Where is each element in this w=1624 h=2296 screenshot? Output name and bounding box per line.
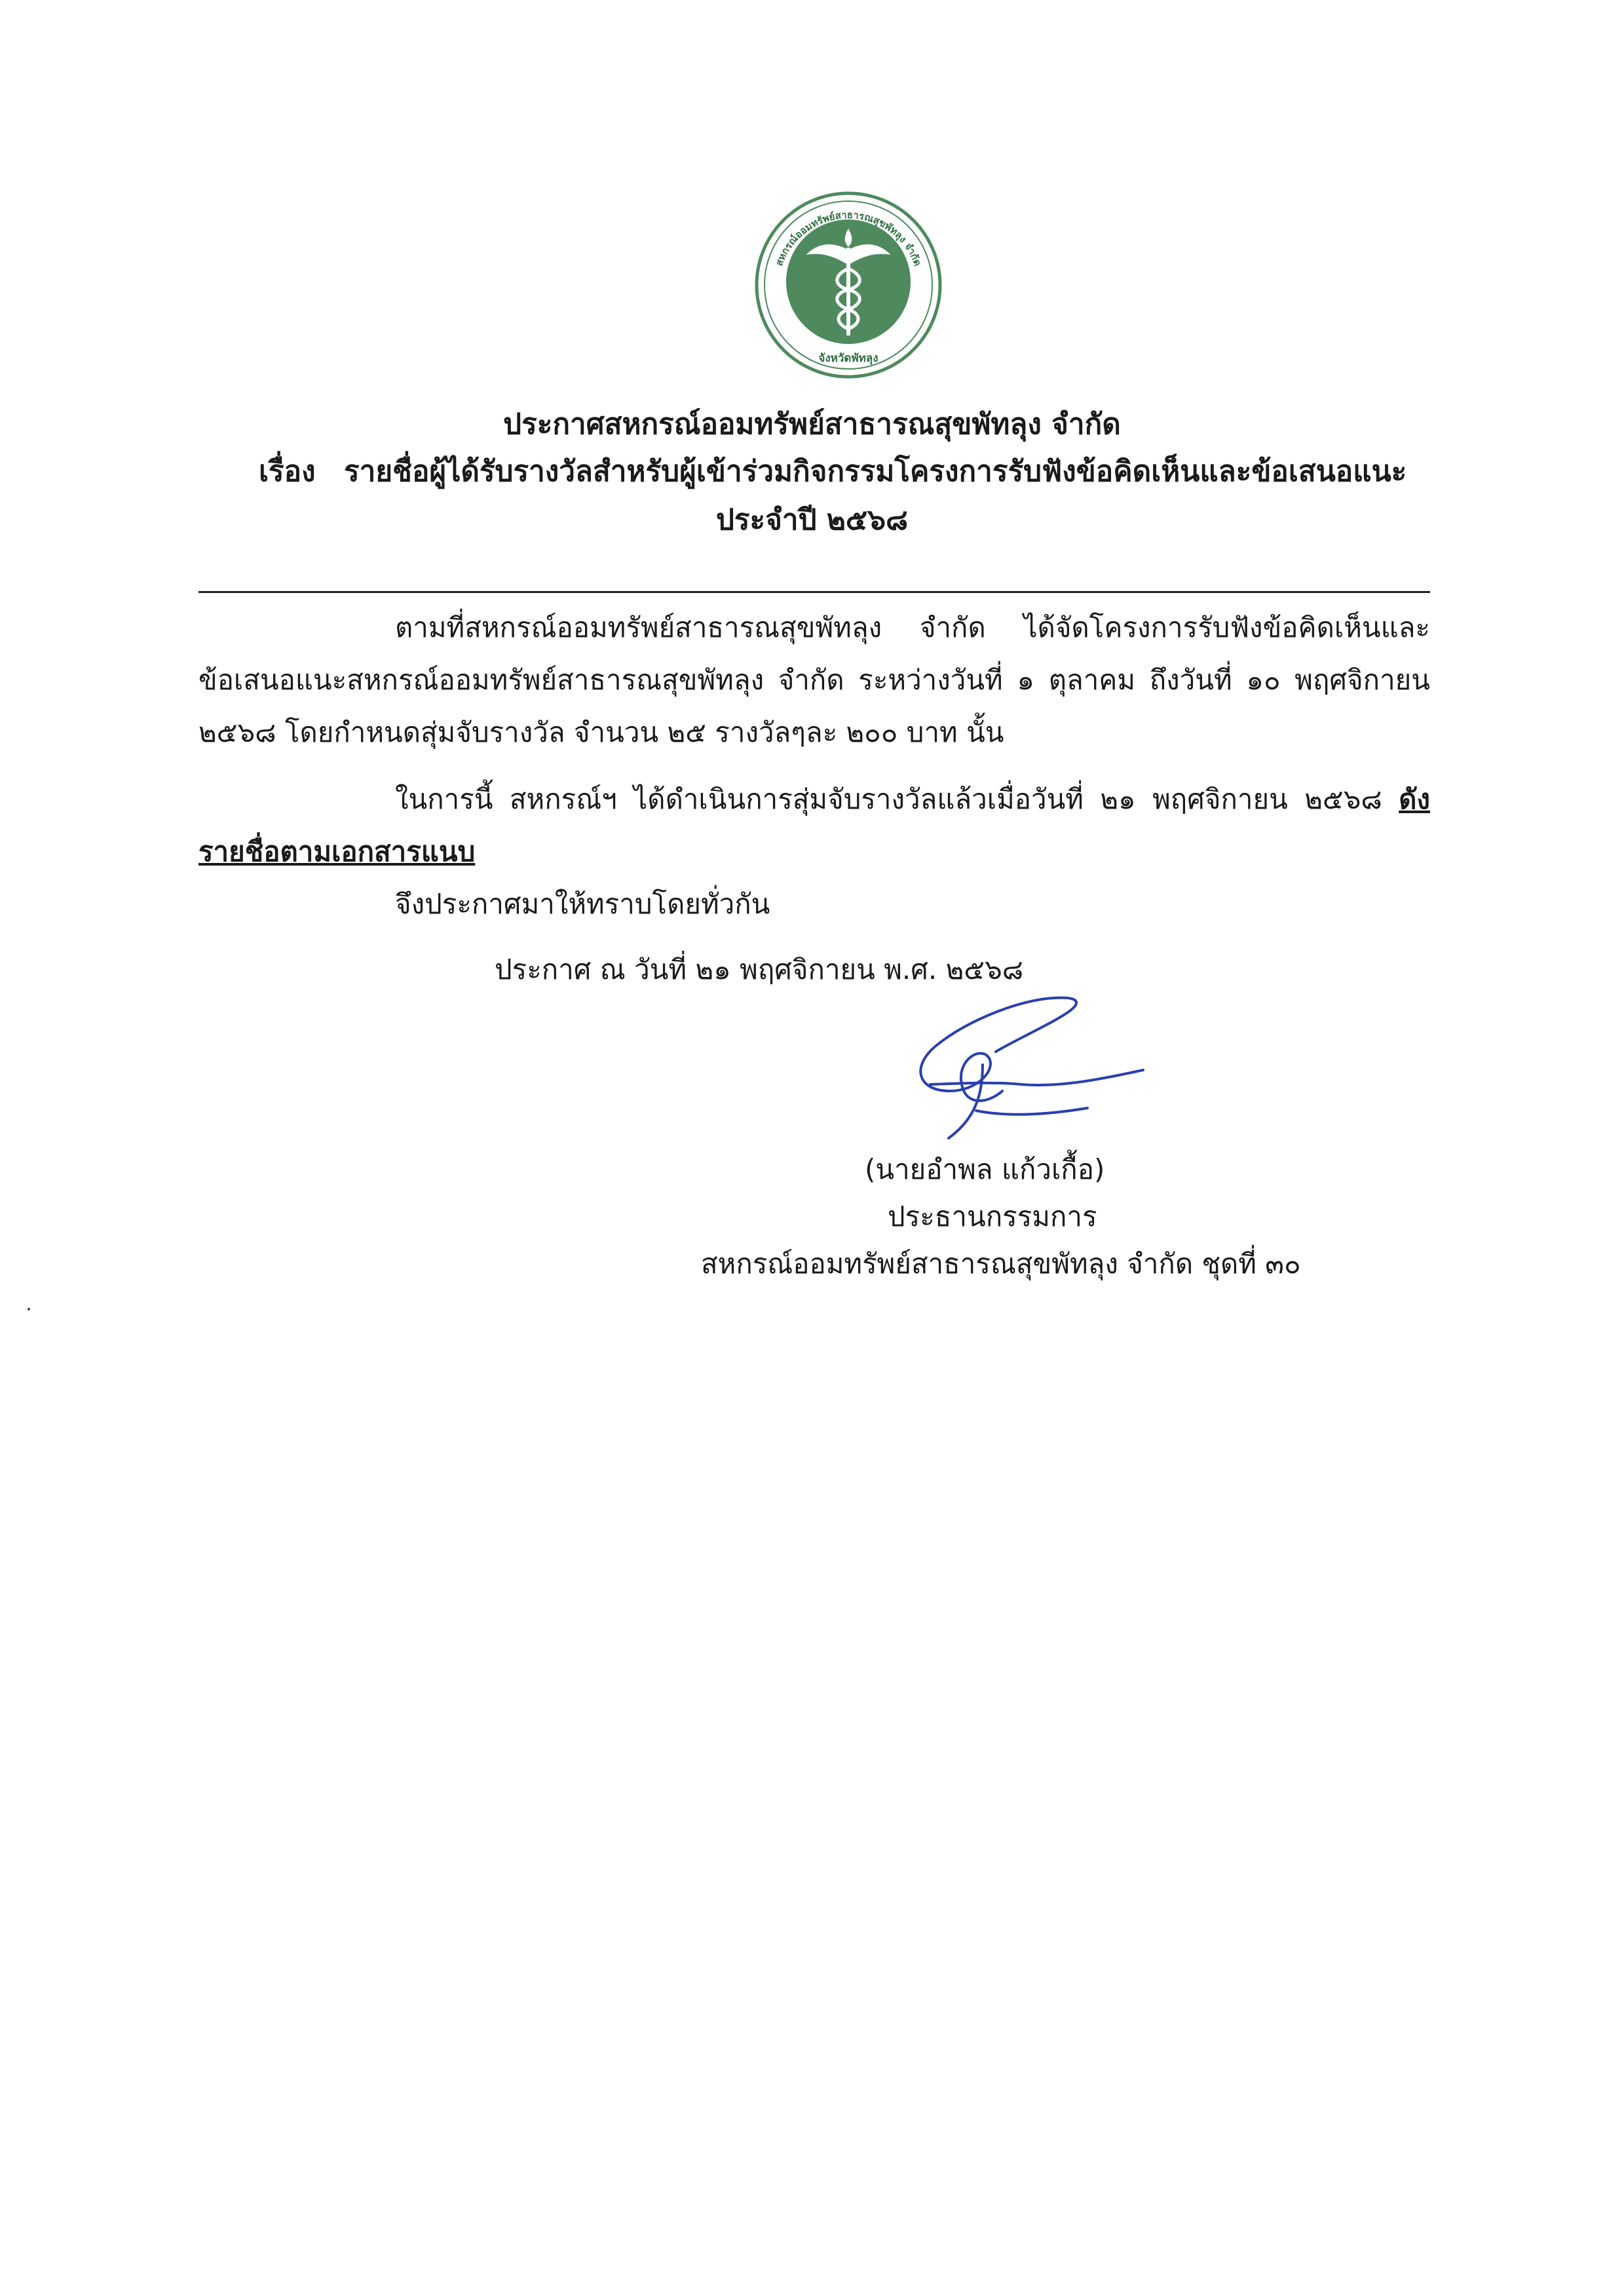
paragraph-line: ตามที่สหกรณ์ออมทรัพย์สาธารณสุขพัทลุง จำกัด ได้จัดโครงการรับฟังข้อคิดเห็นและ bbox=[395, 611, 1430, 643]
attachment-reference-start: ดัง bbox=[1399, 783, 1430, 815]
paragraph-draw-result bbox=[198, 773, 1430, 878]
subject-label: เรื่อง bbox=[259, 455, 316, 488]
cooperative-seal-logo bbox=[753, 190, 943, 380]
announcement-date: ประกาศ ณ วันที่ ๒๑ พฤศจิกายน พ.ศ. ๒๕๖๘ bbox=[495, 953, 1024, 985]
subject-text: รายชื่อผู้ได้รับรางวัลสำหรับผู้เข้าร่วมกิจกรรมโครงการรับฟังข้อคิดเห็นและข้อเสนอแนะ bbox=[344, 455, 1407, 488]
paragraph-line: ข้อเสนอแนะสหกรณ์ออมทรัพย์สาธารณสุขพัทลุง จำกัด ระหว่างวันที่ ๑ ตุลาคม ถึงวันที่ ๑๐ พฤศจิกายน bbox=[198, 664, 1430, 696]
scan-speck bbox=[28, 1308, 30, 1311]
draw-result-text: ในการนี้ สหกรณ์ฯ ได้ดำเนินการสุ่มจับรางวัลแล้วเมื่อวันที่ ๒๑ พฤศจิกายน ๒๕๖๘ bbox=[395, 783, 1382, 815]
signatory-position: ประธานกรรมการ bbox=[888, 1200, 1097, 1233]
attachment-reference: รายชื่อตามเอกสารแนบ bbox=[198, 835, 476, 868]
paragraph-project-info bbox=[198, 602, 1430, 759]
header-divider bbox=[198, 591, 1430, 593]
paragraph-line bbox=[198, 826, 1430, 878]
signatory-organization: สหกรณ์ออมทรัพย์สาธารณสุขพัทลุง จำกัด ชุดที่ ๓๐ bbox=[701, 1248, 1301, 1280]
paragraph-line: ๒๕๖๘ โดยกำหนดสุ่มจับรางวัล จำนวน ๒๕ รางวัลๆละ ๒๐๐ บาท นั้น bbox=[198, 716, 1004, 748]
signatory-name: (นายอำพล แก้วเกื้อ) bbox=[865, 1153, 1105, 1185]
svg-text:สหกรณ์ออมทรัพย์สาธารณสุขพัทลุง: สหกรณ์ออมทรัพย์สาธารณสุขพัทลุง จำกัด bbox=[772, 208, 924, 268]
announcement-subject bbox=[259, 452, 1412, 491]
svg-text:จังหวัดพัทลุง: จังหวัดพัทลุง bbox=[818, 352, 878, 365]
handwritten-signature bbox=[891, 986, 1153, 1143]
paragraph-line bbox=[198, 773, 1430, 826]
closing-statement: จึงประกาศมาให้ทราบโดยทั่วกัน bbox=[395, 888, 770, 920]
announcement-year: ประจำปี ๒๕๖๘ bbox=[715, 503, 909, 537]
announcement-title: ประกาศสหกรณ์ออมทรัพย์สาธารณสุขพัทลุง จำกัด bbox=[503, 408, 1121, 441]
